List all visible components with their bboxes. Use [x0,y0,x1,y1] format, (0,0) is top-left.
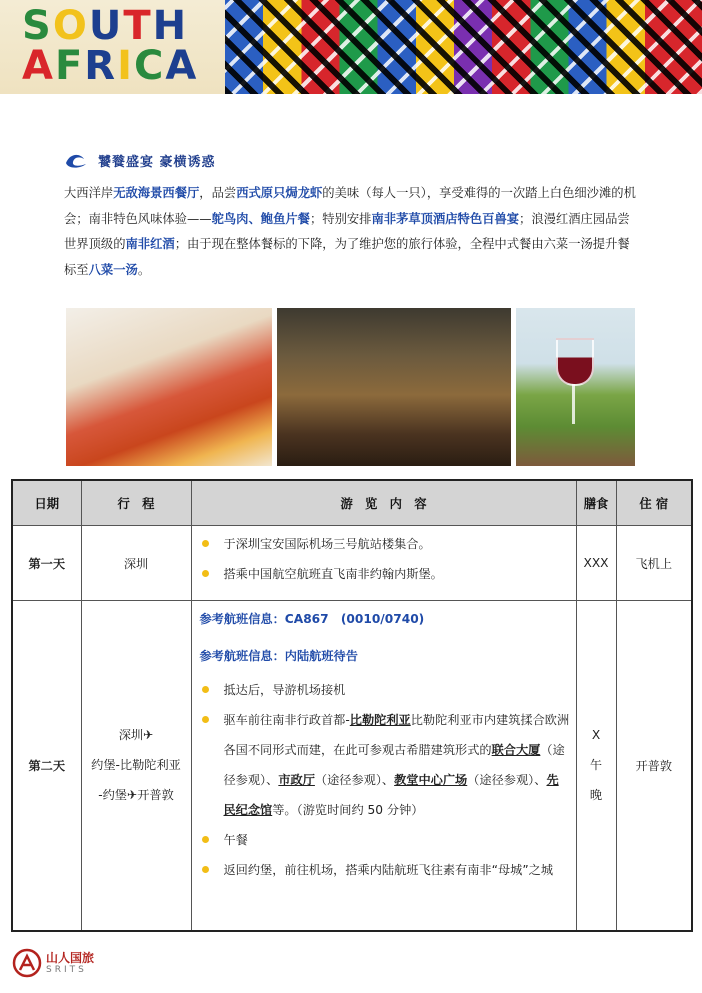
list-item: 于深圳宝安国际机场三号航站楼集合。 [200,529,570,559]
banner-title-africa: AFRICA [22,43,199,89]
logo-text-cn: 山人国旅 [46,950,95,965]
day1-route: 深圳 [81,526,191,601]
list-item: 抵达后，导游机场接机 [200,675,570,705]
lobster-dish-photo [66,308,272,466]
section-title: 饕餮盛宴 豪横诱惑 [98,154,216,170]
list-item: 驱车前往南非行政首都-比勒陀利亚比勒陀利亚市内建筑揉合欧洲各国不同形式而建，在此可参观古希腊建筑形式的联合大厦（途径参观）、市政厅（途径参观）、教堂中心广场（途径参观）、先民纪念馆等。（游览时间约 50 分钟） [200,705,570,825]
list-item: 返回约堡，前往机场，搭乘内陆航班飞往素有南非“母城”之城 [200,855,570,885]
wave-icon [64,151,88,169]
day2-meals: X 午 晚 [576,601,616,931]
banner-title-south: SOUTH [22,3,189,49]
table-header-row [12,480,692,526]
intro-paragraph: 大西洋岸无敌海景西餐厅，品尝西式原只焗龙虾的美味（每人一只），享受难得的一次踏上白色细沙滩的机会；南非特色风味体验——鸵鸟肉、鲍鱼片餐；特别安排南非茅草顶酒店特色百兽宴；浪漫红酒庄园品尝世界顶级的南非红酒；由于现在整体餐标的下降，为了维护您的旅行体验，全程中式餐由六菜一汤提升餐标至八菜一汤。 [64,186,636,277]
header-date: 日期 [12,480,81,526]
restaurant-dining-photo [277,308,511,466]
logo-text-en: SRITS [46,964,87,975]
day1-content [191,526,576,601]
tribal-pattern-image [225,0,702,94]
header-meals: 膳食 [576,480,616,526]
header-content: 游 览 内 容 [191,480,576,526]
bullet-icon [202,716,209,723]
red-wine-vineyard-photo [516,308,635,466]
section-heading [64,150,216,170]
table-row-day2 [12,601,692,931]
bullet-icon [202,686,209,693]
company-logo [12,948,94,978]
day1-stay: 飞机上 [616,526,692,601]
day2-date: 第二天 [12,601,81,931]
day2-stay: 开普敦 [616,601,692,931]
bullet-icon [202,836,209,843]
wine-glass-icon [556,338,594,386]
day1-meals: XXX [576,526,616,601]
list-item: 午餐 [200,825,570,855]
itinerary-table [11,479,693,932]
banner-title-area [0,0,225,94]
bullet-icon [202,866,209,873]
table-row-day1 [12,526,692,601]
flight-info-2: 参考航班信息：内陆航班待告 [199,649,358,663]
flight-info-1: 参考航班信息：CA867 (0010/0740) [199,612,425,626]
day2-route: 深圳✈ 约堡-比勒陀利亚 -约堡✈开普敦 [81,601,191,931]
bullet-icon [202,540,209,547]
bullet-icon [202,570,209,577]
header-route: 行 程 [81,480,191,526]
top-banner [0,0,702,94]
header-stay: 住 宿 [616,480,692,526]
day2-content [191,601,576,931]
logo-mark-icon [12,948,42,978]
day1-date: 第一天 [12,526,81,601]
list-item: 搭乘中国航空航班直飞南非约翰内斯堡。 [200,559,570,589]
